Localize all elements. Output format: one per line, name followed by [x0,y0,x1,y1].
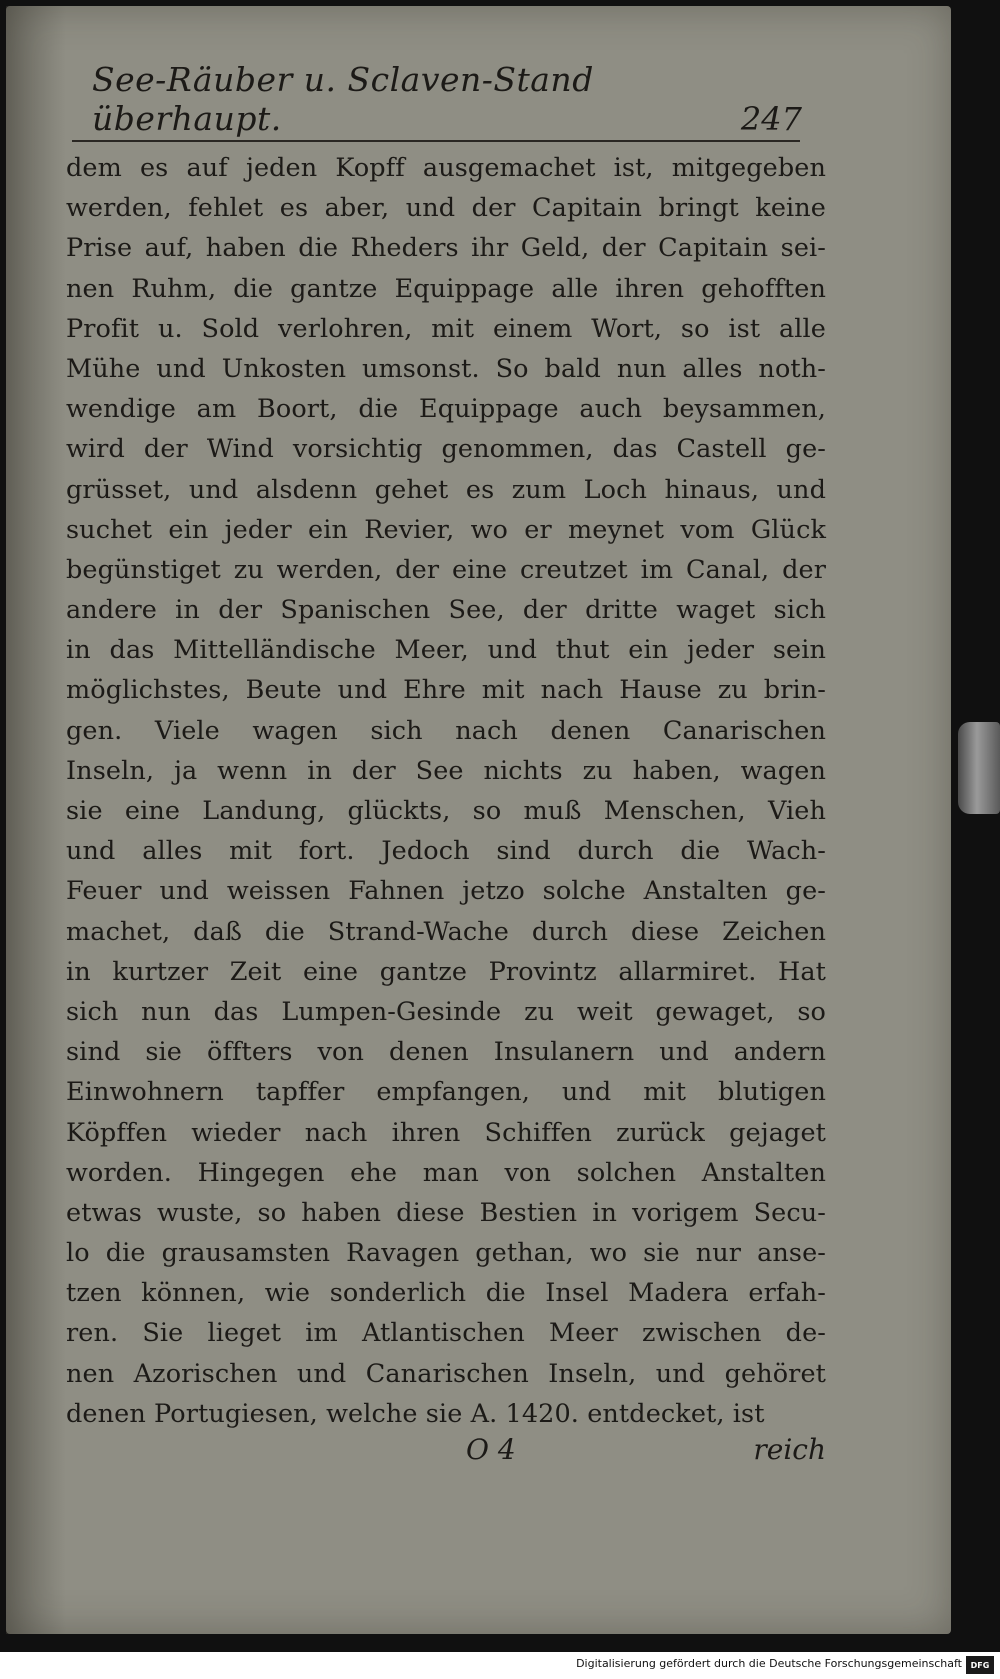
page-number: 247 [740,100,802,138]
text-line: denen Portugiesen, welche sie A. 1420. entdecket, ist [66,1398,765,1429]
credit-bar [0,1652,1000,1679]
text-line: Prise auf, haben die Rheders ihr Geld, der Capitain sei- [66,233,826,264]
text-line: sich nun das Lumpen-Gesinde zu weit gewaget, so [66,996,826,1027]
text-line: begünstiget zu werden, der eine creutzet im Canal, der [66,554,826,585]
signature-mark: O 4 [466,1433,516,1466]
text-line: in das Mittelländische Meer, und thut ein jeder sein [66,635,826,666]
header-rule [72,140,800,142]
text-line: und alles mit fort. Jedoch sind durch die Wach- [66,836,826,867]
text-line: nen Azorischen und Canarischen Inseln, und gehöret [66,1358,826,1389]
text-line: in kurtzer Zeit eine gantze Provintz allarmiret. Hat [66,956,826,987]
catchword: reich [753,1433,826,1466]
text-line: wendige am Boort, die Equippage auch beysammen, [66,394,826,425]
text-line: Mühe und Unkosten umsonst. So bald nun alles noth- [66,353,826,384]
page-footer [66,1433,826,1477]
text-line: grüsset, und alsdenn gehet es zum Loch hinaus, und [66,474,826,505]
text-line: dem es auf jeden Kopff ausgemachet ist, mitgegeben [66,153,826,183]
text-line: wird der Wind vorsichtig genommen, das Castell ge- [66,434,826,465]
text-line: Feuer und weissen Fahnen jetzo solche Anstalten ge- [66,876,826,907]
text-line: sie eine Landung, glückts, so muß Menschen, Vieh [66,796,826,826]
page-clip [958,722,1000,814]
text-line: Köpffen wieder nach ihren Schiffen zurück gejaget [66,1117,826,1148]
text-line: machet, daß die Strand-Wache durch diese Zeichen [66,916,826,947]
text-line: lo die grausamsten Ravagen gethan, wo sie nur anse- [66,1238,826,1269]
running-header [92,60,802,138]
text-line: etwas wuste, so haben diese Bestien in vorigem Secu- [66,1197,826,1228]
text-line: tzen können, wie sonderlich die Insel Madera erfah- [66,1278,826,1309]
text-line: werden, fehlet es aber, und der Capitain bringt keine [66,193,826,224]
header-title: See-Räuber u. Sclaven-Stand überhaupt. [92,60,594,138]
credit-text: Digitalisierung gefördert durch die Deutsche Forschungsgemeinschaft [576,1657,962,1670]
page-gutter-shadow [6,6,66,1634]
text-line: Inseln, ja wenn in der See nichts zu haben, wagen [66,755,826,786]
text-line: Profit u. Sold verlohren, mit einem Wort, so ist alle [66,313,826,344]
text-line: möglichstes, Beute und Ehre mit nach Hause zu brin- [66,675,826,706]
text-line: gen. Viele wagen sich nach denen Canarischen [66,715,826,746]
text-line: sind sie öffters von denen Insulanern und andern [66,1037,826,1068]
text-line: ren. Sie lieget im Atlantischen Meer zwischen de- [66,1318,826,1349]
body-text [66,148,826,1434]
text-line: Einwohnern tapffer empfangen, und mit blutigen [66,1077,826,1108]
dfg-logo: DFG [966,1656,994,1674]
text-line: worden. Hingegen ehe man von solchen Anstalten [66,1157,826,1188]
text-line: suchet ein jeder ein Revier, wo er meynet vom Glück [66,514,826,545]
text-line: andere in der Spanischen See, der dritte waget sich [66,595,826,626]
text-line: nen Ruhm, die gantze Equippage alle ihren gehofften [66,273,826,304]
